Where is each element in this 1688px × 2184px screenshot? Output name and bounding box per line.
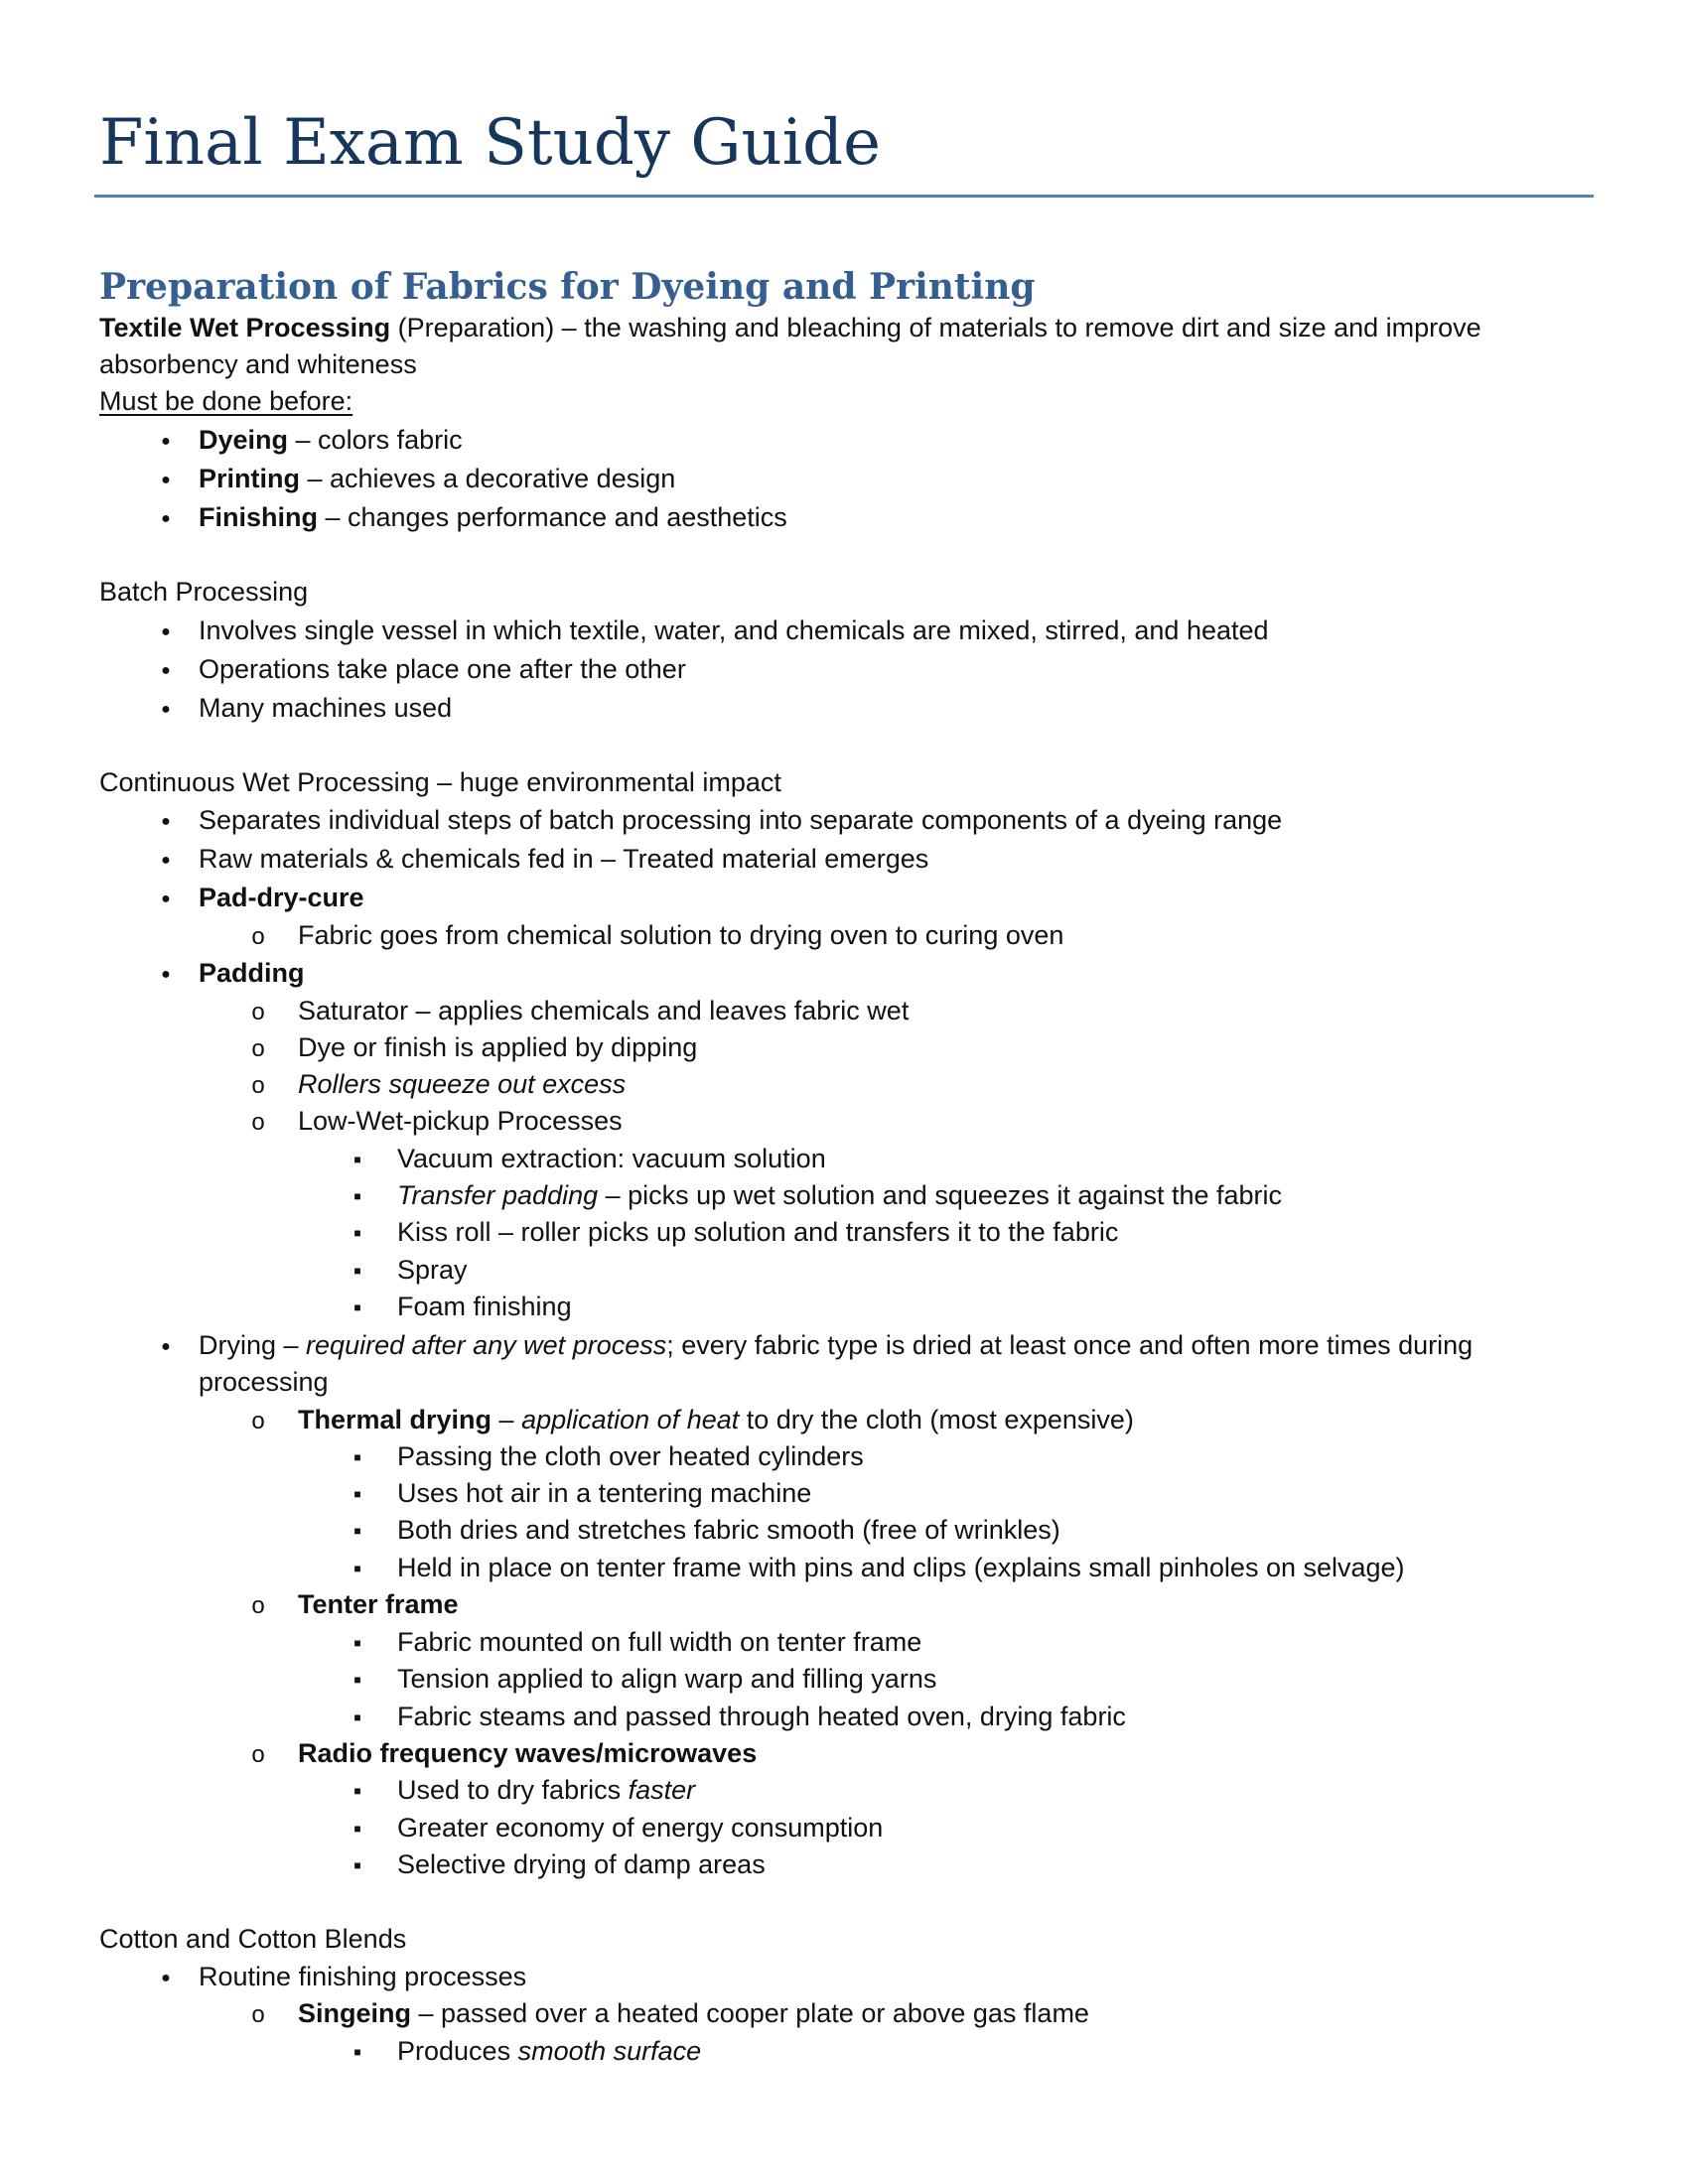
square-bullet-icon	[343, 1438, 372, 1475]
bullet-icon	[151, 651, 181, 689]
item-term: Printing	[199, 464, 300, 493]
square-bullet-icon	[343, 1141, 372, 1177]
square-bullet-icon	[343, 1252, 372, 1289]
list-item	[199, 422, 463, 458]
circle-bullet-icon	[243, 1402, 273, 1439]
list-item: Separates individual steps of batch processing into separate components of a dyeing range	[199, 805, 1283, 835]
item-desc: – picks up wet solution and squeezes it against the fabric	[598, 1180, 1283, 1210]
bullet-icon	[151, 1327, 181, 1365]
item-term: Finishing	[199, 502, 318, 532]
list-item: Many machines used	[199, 693, 453, 723]
list-item: Raw materials & chemicals fed in – Treated material emerges	[199, 844, 929, 874]
drying-line-2: processing	[199, 1367, 329, 1397]
bullet-icon	[151, 841, 181, 879]
list-item: Operations take place one after the other	[199, 654, 686, 684]
circle-bullet-icon	[243, 993, 273, 1030]
list-item: Routine finishing processes	[199, 1962, 527, 1991]
square-bullet-icon	[343, 1699, 372, 1735]
intro-term: Textile Wet Processing	[99, 313, 391, 342]
batch-heading: Batch Processing	[99, 577, 309, 607]
intro-desc: (Preparation) – the washing and bleaching of materials to remove dirt and size and improve	[390, 313, 1481, 342]
item-term: Thermal drying	[298, 1405, 492, 1434]
continuous-heading: Continuous Wet Processing – huge environmental impact	[99, 767, 781, 797]
item-italic: faster	[628, 1775, 696, 1805]
list-subitem: Low-Wet-pickup Processes	[298, 1106, 623, 1136]
circle-bullet-icon	[243, 1103, 273, 1141]
list-subitem: Rollers squeeze out excess	[298, 1069, 627, 1099]
square-bullet-icon	[343, 1214, 372, 1251]
bullet-icon	[151, 613, 181, 650]
list-subsubitem: Fabric steams and passed through heated oven, drying fabric	[397, 1702, 1126, 1731]
square-bullet-icon	[343, 1772, 372, 1809]
thermal-drying-line	[298, 1402, 1134, 1437]
list-subsubitem	[397, 1772, 695, 1808]
drying-italic: required after any wet process	[306, 1330, 667, 1360]
item-prefix: Used to dry fabrics	[397, 1775, 629, 1805]
circle-bullet-icon	[243, 1066, 273, 1104]
square-bullet-icon	[343, 1661, 372, 1698]
circle-bullet-icon	[243, 1586, 273, 1624]
must-before-label: Must be done before:	[99, 386, 353, 416]
item-italic: smooth surface	[517, 2036, 702, 2066]
list-item	[199, 461, 675, 496]
list-item: Involves single vessel in which textile, water, and chemicals are mixed, stirred, and heated	[199, 615, 1269, 645]
item-term: Singeing	[298, 1998, 411, 2028]
item-desc: – changes performance and aesthetics	[317, 502, 787, 532]
item-desc: – passed over a heated cooper plate or above gas flame	[411, 1998, 1089, 2028]
bullet-icon	[151, 422, 181, 460]
circle-bullet-icon	[243, 917, 273, 955]
circle-bullet-icon	[243, 1735, 273, 1773]
page-title: Final Exam Study Guide	[99, 106, 881, 180]
pad-dry-cure-label: Pad-dry-cure	[199, 883, 364, 912]
bullet-icon	[151, 499, 181, 537]
square-bullet-icon	[343, 1289, 372, 1325]
circle-bullet-icon	[243, 1029, 273, 1067]
drying-line-1	[199, 1327, 1473, 1363]
bullet-icon	[151, 461, 181, 498]
bullet-icon	[151, 1959, 181, 1996]
radio-frequency-label: Radio frequency waves/microwaves	[298, 1738, 758, 1768]
intro-line-1	[99, 310, 1481, 345]
list-subitem: Dye or finish is applied by dipping	[298, 1032, 698, 1062]
item-term: Transfer padding	[397, 1180, 599, 1210]
square-bullet-icon	[343, 1810, 372, 1846]
list-subsubitem: Passing the cloth over heated cylinders	[397, 1441, 864, 1471]
list-subsubitem: Greater economy of energy consumption	[397, 1813, 884, 1843]
bullet-icon	[151, 690, 181, 728]
list-subsubitem: Spray	[397, 1255, 468, 1285]
drying-label: Drying –	[199, 1330, 307, 1360]
intro-line-2: absorbency and whiteness	[99, 349, 417, 379]
square-bullet-icon	[343, 1512, 372, 1549]
square-bullet-icon	[343, 2033, 372, 2070]
list-subsubitem: Both dries and stretches fabric smooth (free of wrinkles)	[397, 1515, 1060, 1545]
item-dash: –	[492, 1405, 522, 1434]
list-subsubitem: Kiss roll – roller picks up solution and transfers it to the fabric	[397, 1217, 1119, 1247]
list-item	[199, 499, 787, 535]
square-bullet-icon	[343, 1475, 372, 1512]
square-bullet-icon	[343, 1550, 372, 1586]
square-bullet-icon	[343, 1624, 372, 1661]
bullet-icon	[151, 880, 181, 917]
item-italic: application of heat	[521, 1405, 740, 1434]
bullet-icon	[151, 802, 181, 840]
item-term: Dyeing	[199, 425, 289, 455]
list-subsubitem: Vacuum extraction: vacuum solution	[397, 1144, 826, 1173]
singeing-line	[298, 1995, 1089, 2031]
title-underline	[94, 195, 1594, 198]
section-heading: Preparation of Fabrics for Dyeing and Printing	[99, 266, 1036, 308]
list-subsubitem: Tension applied to align warp and filling yarns	[397, 1664, 937, 1694]
item-prefix: Produces	[397, 2036, 518, 2066]
list-subitem: Fabric goes from chemical solution to drying oven to curing oven	[298, 920, 1064, 950]
item-desc: – achieves a decorative design	[300, 464, 676, 493]
list-subsubitem: Fabric mounted on full width on tenter frame	[397, 1627, 922, 1657]
list-subsubitem: Foam finishing	[397, 1292, 572, 1321]
item-desc: – colors fabric	[288, 425, 463, 455]
square-bullet-icon	[343, 1846, 372, 1883]
padding-label: Padding	[199, 958, 305, 988]
list-subsubitem: Held in place on tenter frame with pins and clips (explains small pinholes on selvage)	[397, 1553, 1405, 1582]
circle-bullet-icon	[243, 1995, 273, 2033]
list-subsubitem	[397, 2033, 701, 2069]
drying-rest: ; every fabric type is dried at least once and often more times during	[666, 1330, 1474, 1360]
square-bullet-icon	[343, 1177, 372, 1214]
list-subitem: Saturator – applies chemicals and leaves fabric wet	[298, 996, 910, 1025]
list-subsubitem	[397, 1177, 1282, 1213]
item-desc: to dry the cloth (most expensive)	[739, 1405, 1134, 1434]
list-subsubitem: Selective drying of damp areas	[397, 1849, 766, 1879]
list-subsubitem: Uses hot air in a tentering machine	[397, 1478, 812, 1508]
bullet-icon	[151, 955, 181, 993]
tenter-frame-label: Tenter frame	[298, 1589, 459, 1619]
cotton-heading: Cotton and Cotton Blends	[99, 1924, 407, 1954]
